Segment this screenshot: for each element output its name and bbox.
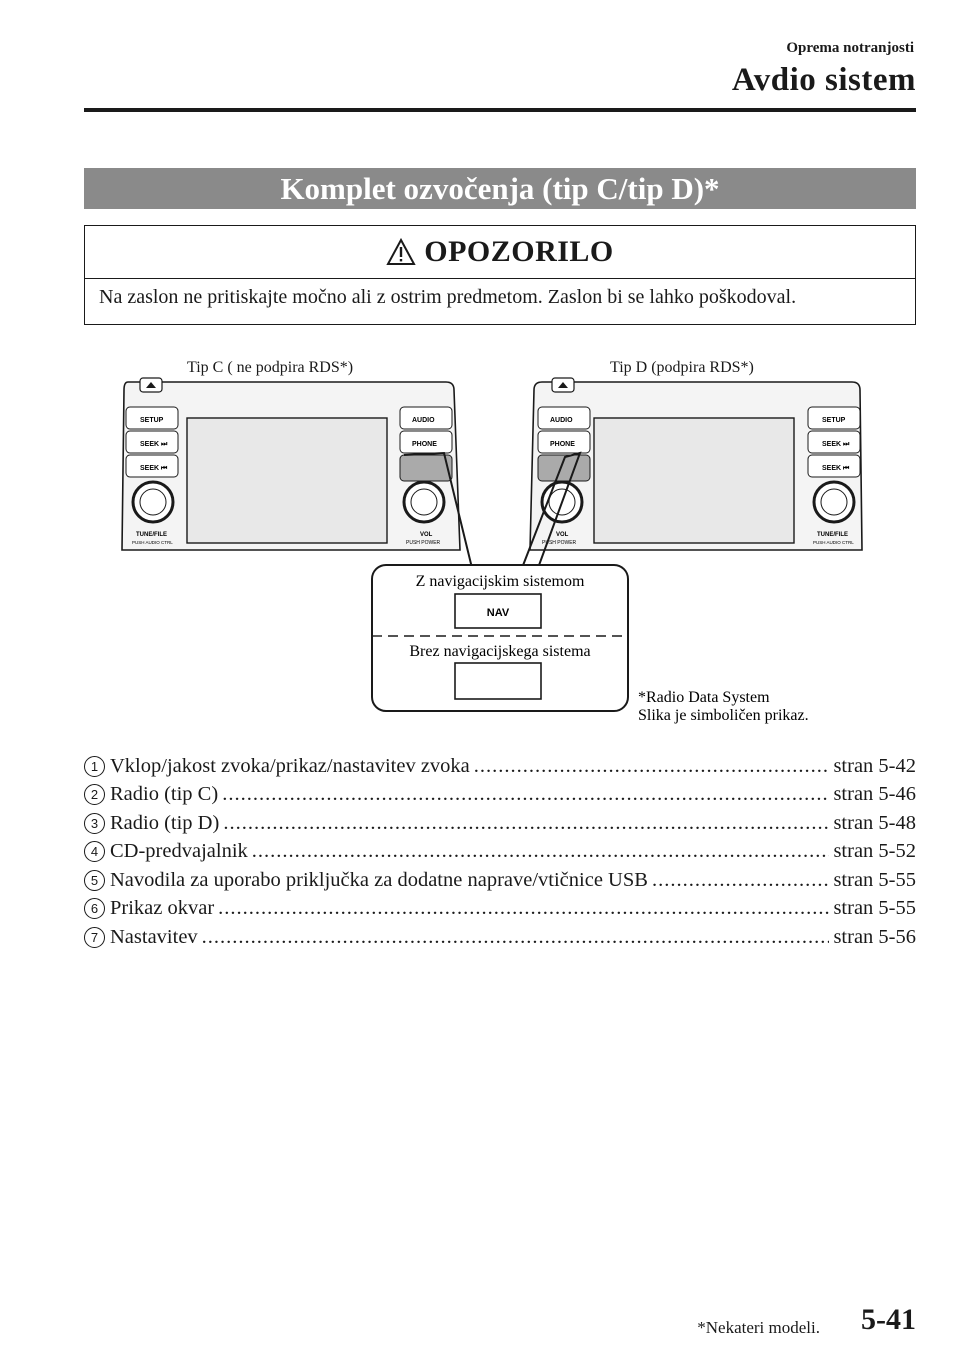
warning-box xyxy=(84,225,916,325)
toc-row[interactable] xyxy=(84,809,916,838)
toc-leader xyxy=(474,755,830,778)
toc-leader xyxy=(652,869,830,892)
toc-row[interactable] xyxy=(84,923,916,952)
toc-page: stran 5-52 xyxy=(833,840,916,863)
toc-number: 6 xyxy=(84,898,105,919)
toc-page: stran 5-55 xyxy=(833,897,916,920)
vol-label-c: VOL xyxy=(420,532,433,538)
toc-list xyxy=(84,752,916,952)
toc-label: Radio (tip C) xyxy=(110,783,219,806)
header-rule xyxy=(84,108,916,112)
toc-number: 1 xyxy=(84,756,105,777)
toc-leader xyxy=(252,840,830,863)
nav-button: NAV xyxy=(486,607,510,619)
toc-leader xyxy=(218,897,829,920)
push-power-label-c: PUSH POWER xyxy=(406,540,441,546)
toc-page: stran 5-55 xyxy=(833,868,916,891)
page-number: 5-41 xyxy=(861,1303,916,1336)
toc-number: 3 xyxy=(84,813,105,834)
page-title: Komplet ozvočenja (tip C/tip D)* xyxy=(84,168,916,209)
seek-fwd-button-d: SEEK ⏭ xyxy=(822,441,850,448)
toc-leader xyxy=(202,926,830,949)
setup-button-d: SETUP xyxy=(822,417,846,424)
setup-button-c: SETUP xyxy=(140,417,164,424)
section-header: Oprema notranjosti xyxy=(786,40,914,56)
without-nav-label: Brez navigacijskega sistema xyxy=(409,643,591,660)
toc-label: Vklop/jakost zvoka/prikaz/nastavitev zvoka xyxy=(110,754,470,777)
toc-leader xyxy=(223,812,829,835)
toc-label: Radio (tip D) xyxy=(110,811,220,834)
toc-row[interactable] xyxy=(84,781,916,810)
toc-label: Nastavitev xyxy=(110,925,198,948)
toc-page: stran 5-46 xyxy=(833,783,916,806)
toc-leader xyxy=(222,783,829,806)
toc-page: stran 5-48 xyxy=(833,811,916,834)
seek-fwd-button-c: SEEK ⏭ xyxy=(140,441,168,448)
phone-button-c: PHONE xyxy=(412,441,437,448)
toc-number: 4 xyxy=(84,841,105,862)
tune-file-label-c: TUNE/FILE xyxy=(136,532,167,538)
warning-title: OPOZORILO xyxy=(424,235,614,268)
push-power-label-d: PUSH POWER xyxy=(542,540,577,546)
unit-tip-d xyxy=(530,378,862,550)
push-audio-ctrl-label-c: PUSH AUDIO CTRL xyxy=(132,540,173,545)
toc-row[interactable] xyxy=(84,866,916,895)
toc-label: CD-predvajalnik xyxy=(110,840,248,863)
phone-button-d: PHONE xyxy=(550,441,575,448)
warning-header xyxy=(85,226,915,279)
toc-row[interactable] xyxy=(84,838,916,867)
seek-back-button-d: SEEK ⏮ xyxy=(822,465,850,472)
with-nav-label: Z navigacijskim sistemom xyxy=(415,573,585,590)
tip-c-label: Tip C ( ne podpira RDS*) xyxy=(187,359,354,376)
warning-triangle-icon xyxy=(386,238,416,266)
push-audio-ctrl-label-d: PUSH AUDIO CTRL xyxy=(813,540,854,545)
audio-button-d: AUDIO xyxy=(550,417,573,424)
footnote: *Nekateri modeli. xyxy=(697,1318,820,1337)
toc-page: stran 5-42 xyxy=(833,754,916,777)
audio-button-c: AUDIO xyxy=(412,417,435,424)
audio-units-figure xyxy=(110,350,870,730)
toc-page: stran 5-56 xyxy=(833,925,916,948)
tip-d-label: Tip D (podpira RDS*) xyxy=(610,359,754,376)
unit-tip-c xyxy=(122,378,460,550)
tune-file-label-d: TUNE/FILE xyxy=(817,532,848,538)
toc-label: Prikaz okvar xyxy=(110,897,215,920)
seek-back-button-c: SEEK ⏮ xyxy=(140,465,168,472)
toc-label: Navodila za uporabo priključka za dodatne naprave/vtičnice USB xyxy=(110,868,648,891)
vol-label-d: VOL xyxy=(556,532,569,538)
toc-number: 2 xyxy=(84,784,105,805)
warning-text: Na zaslon ne pritiskajte močno ali z ostrim predmetom. Zaslon bi se lahko poškodoval. xyxy=(99,286,797,308)
toc-number: 7 xyxy=(84,927,105,948)
toc-row[interactable] xyxy=(84,895,916,924)
toc-number: 5 xyxy=(84,870,105,891)
symbolic-note: Slika je simboličen prikaz. xyxy=(638,707,809,724)
toc-row[interactable] xyxy=(84,752,916,781)
rds-note: *Radio Data System xyxy=(638,689,770,706)
chapter-title: Avdio sistem xyxy=(731,62,916,98)
